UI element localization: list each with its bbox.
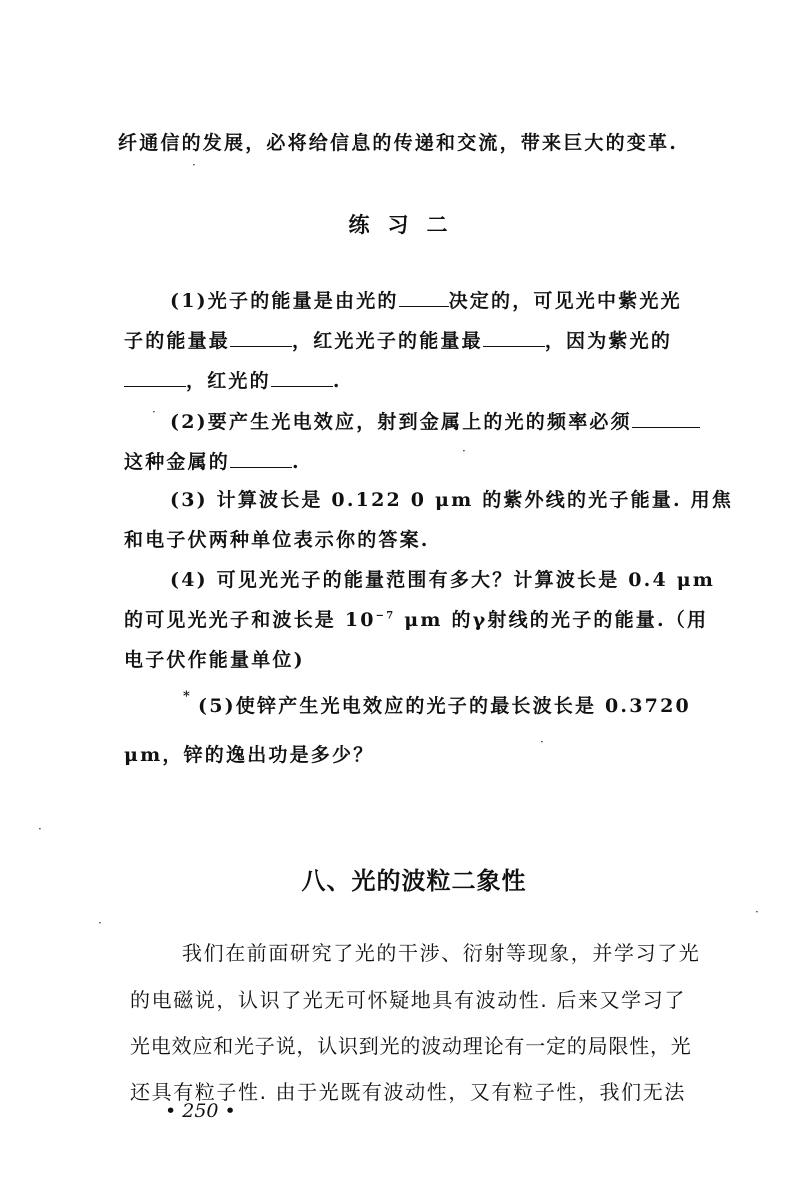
exercise-2-text: 这种金属的 <box>124 451 231 473</box>
answer-blank[interactable] <box>230 451 292 468</box>
exercise-1-text: 子的能量最 <box>124 330 231 352</box>
section-body-line: 我们在前面研究了光的干涉、衍射等现象，并学习了光 <box>182 941 701 965</box>
scan-speck: · <box>755 905 759 919</box>
section-body-line: 的电磁说，认识了光无可怀疑地具有波动性. 后来又学习了 <box>130 988 686 1012</box>
exercise-1-text: ，因为紫光的 <box>544 330 673 352</box>
exercise-2-line-1 <box>170 411 700 432</box>
section-heading: 八、光的波粒二象性 <box>301 867 527 895</box>
exercise-heading: 练习二 <box>348 213 466 237</box>
answer-blank[interactable] <box>230 330 292 347</box>
exercise-4-line-1: (4) 可见光光子的能量范围有多大？计算波长是 0.4 μm <box>170 569 716 591</box>
exercise-2-text: . <box>292 451 301 473</box>
scan-speck: · <box>192 158 196 172</box>
scan-speck: · <box>98 916 102 930</box>
answer-blank[interactable] <box>399 290 449 307</box>
exercise-1-line-2 <box>124 330 672 351</box>
page-number: • 250 • <box>165 1100 236 1122</box>
exercise-4-line-2 <box>124 611 708 630</box>
exercise-4-line-3: 电子伏作能量单位) <box>124 649 305 671</box>
section-body-line: 还具有粒子性. 由于光既有波动性，又有粒子性，我们无法 <box>130 1080 686 1104</box>
answer-blank[interactable] <box>632 411 700 428</box>
exercise-1-text: (1)光子的能量是由光的 <box>170 290 399 312</box>
exercise-4-text: 的可见光光子和波长是 10 <box>124 609 376 631</box>
answer-blank[interactable] <box>271 370 333 387</box>
scan-speck: · <box>540 735 544 749</box>
exercise-2-line-2 <box>124 451 301 472</box>
continued-paragraph-line: 纤通信的发展，必将给信息的传递和交流，带来巨大的变革. <box>118 132 679 154</box>
scan-speck: · <box>152 405 156 419</box>
exercise-3-line-1: (3) 计算波长是 0.122 0 μm 的紫外线的光子能量. 用焦 <box>170 489 734 511</box>
answer-blank[interactable] <box>483 330 545 347</box>
scan-speck: · <box>38 822 42 836</box>
exercise-1-line-1 <box>170 290 682 311</box>
exercise-1-text: . <box>332 370 342 392</box>
exponent: −7 <box>375 610 396 622</box>
answer-blank[interactable] <box>124 370 186 387</box>
exercise-5-line-2: μm，锌的逸出功是多少？ <box>124 744 375 766</box>
exercise-1-text: ，红光光子的能量最 <box>292 330 483 352</box>
optional-star-icon: * <box>183 689 192 704</box>
exercise-4-text: μm 的γ射线的光子的能量.（用 <box>395 609 709 631</box>
scan-speck: · <box>462 444 466 458</box>
exercise-1-text: ，红光的 <box>186 370 271 392</box>
exercise-1-line-3 <box>124 370 342 391</box>
section-body-line: 光电效应和光子说，认识到光的波动理论有一定的局限性，光 <box>130 1034 692 1058</box>
exercise-1-text: 决定的，可见光中紫光光 <box>448 290 682 312</box>
exercise-5-line-1: (5)使锌产生光电效应的光子的最长波长是 0.3720 <box>198 695 691 717</box>
exercise-2-text: (2)要产生光电效应，射到金属上的光的频率必须 <box>170 411 632 433</box>
exercise-3-line-2: 和电子伏两种单位表示你的答案. <box>124 529 430 551</box>
